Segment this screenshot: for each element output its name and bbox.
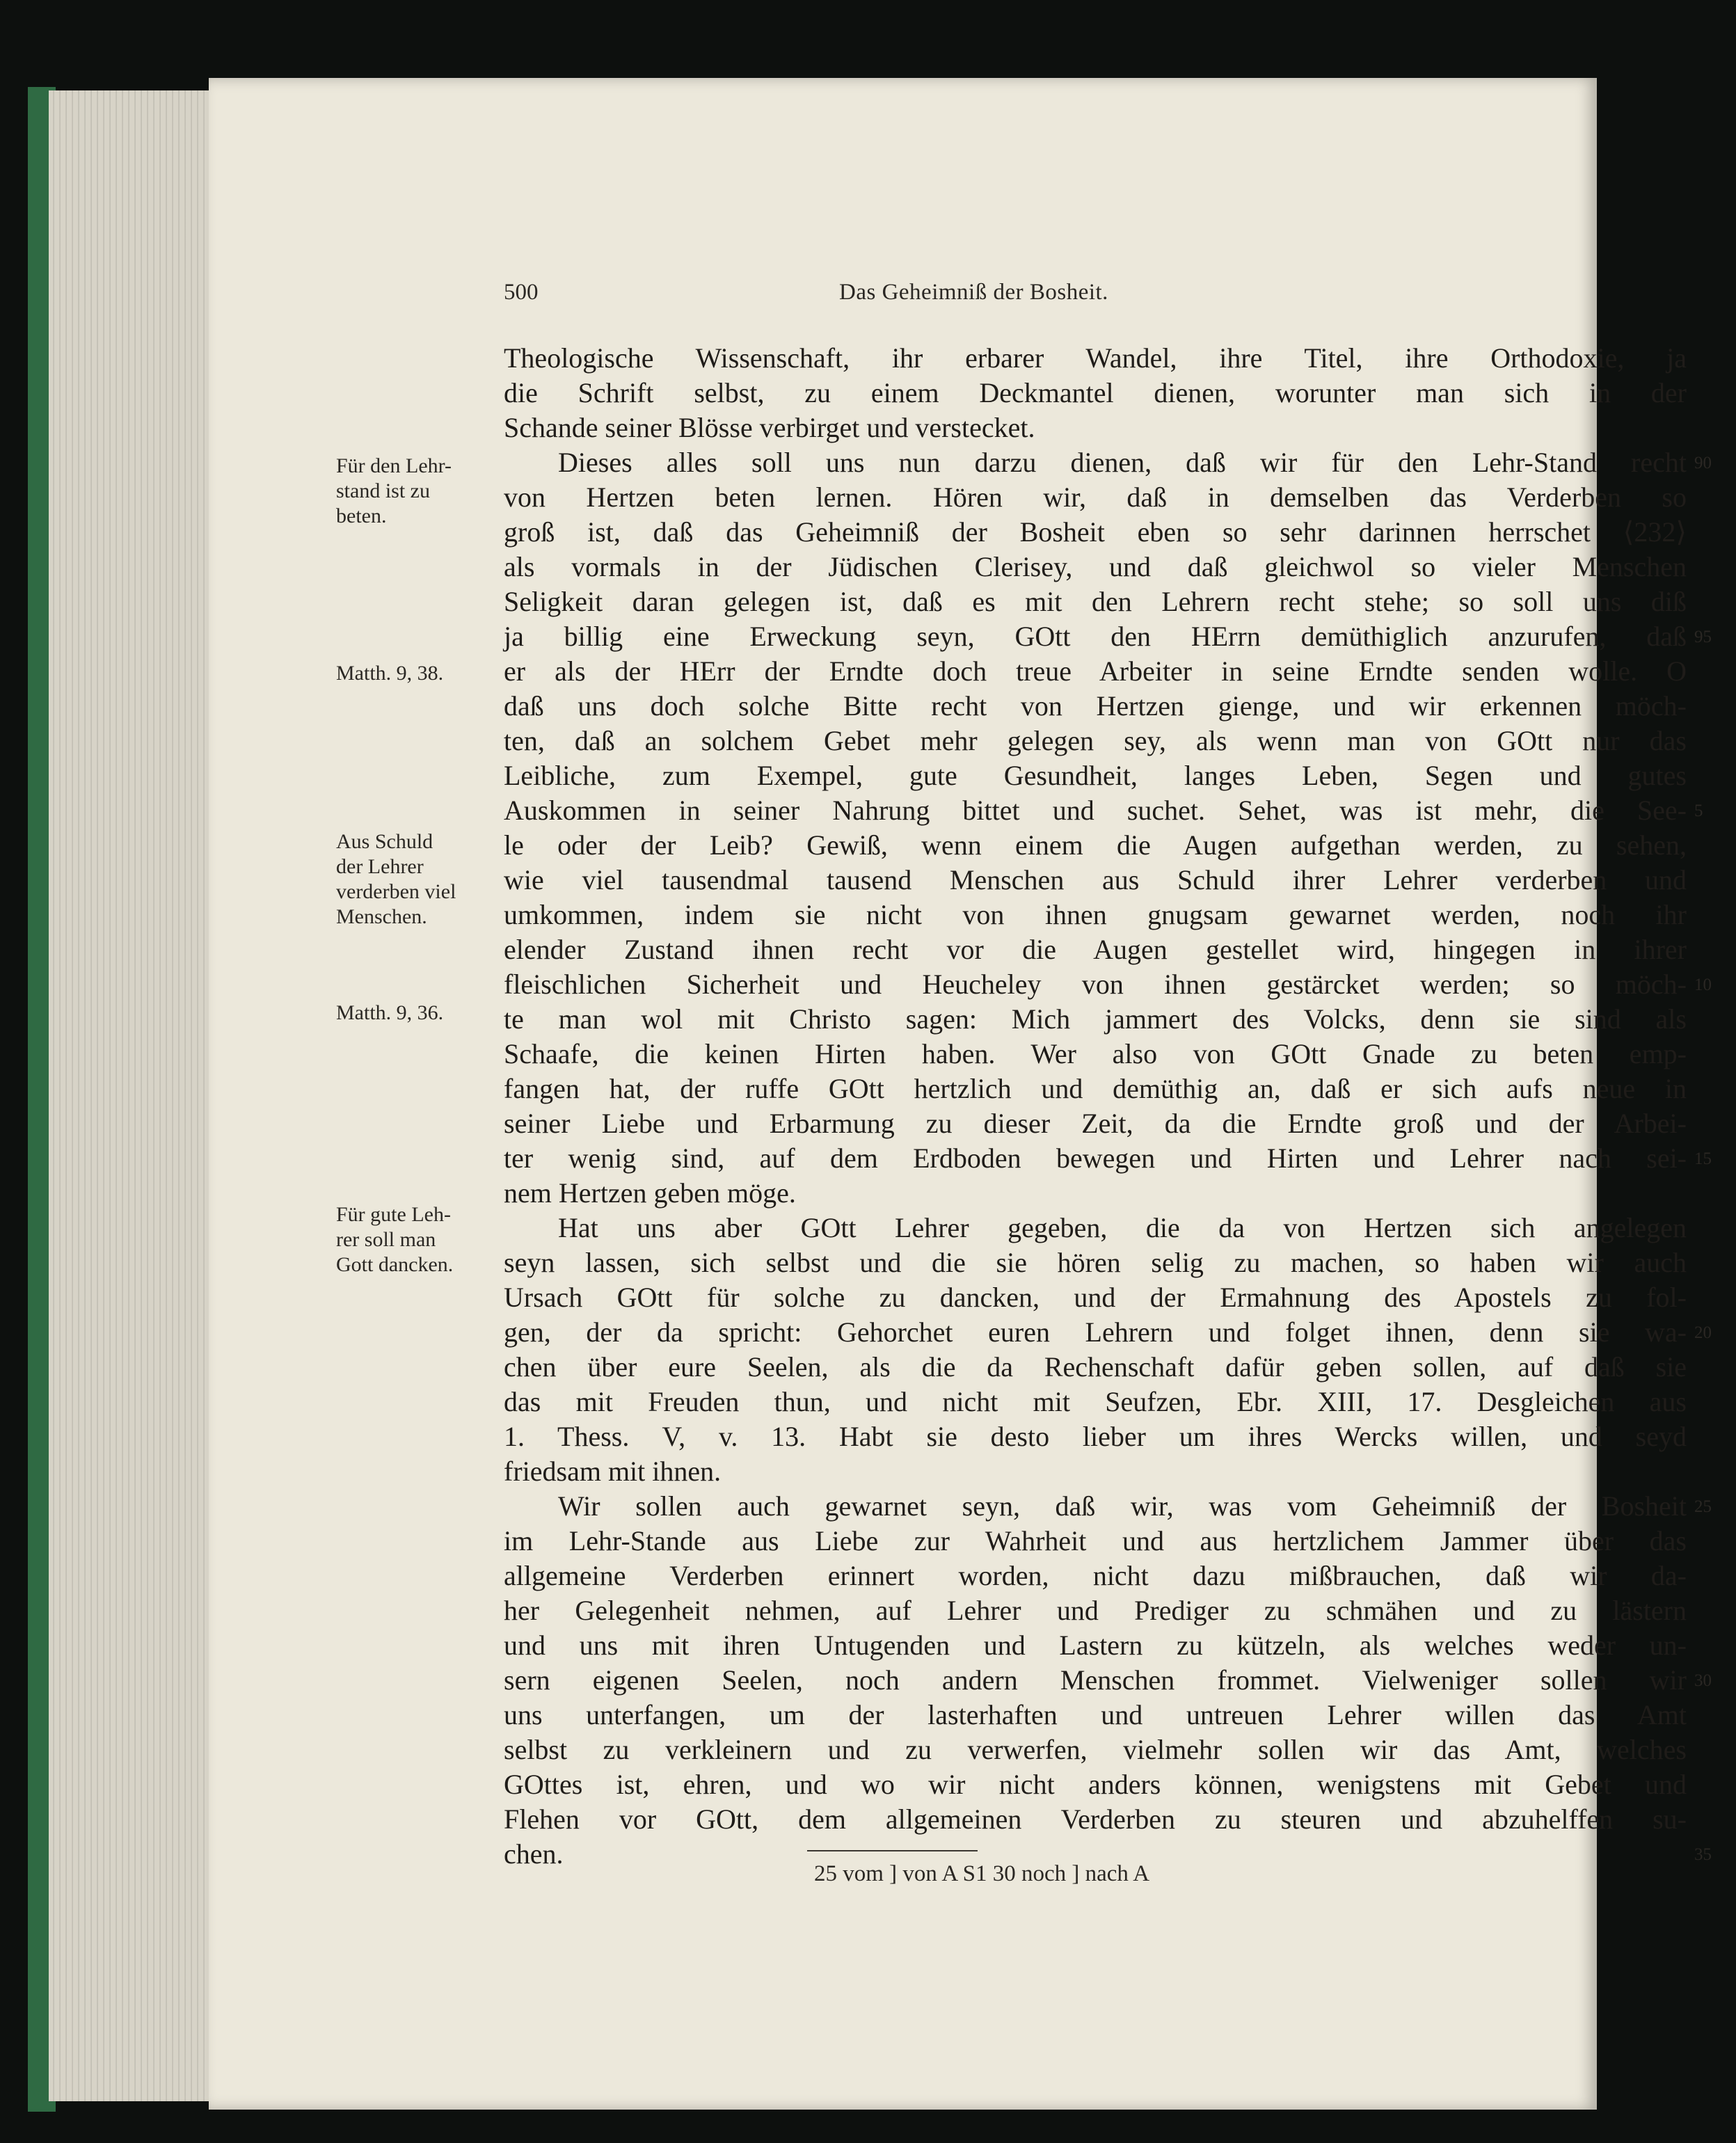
text-line: te man wol mit Christo sagen: Mich jammert des Volcks, denn sie sind als (504, 1003, 1687, 1035)
line-number: 10 (1694, 975, 1712, 994)
page-number: 500 (504, 280, 539, 305)
margin-note (336, 1202, 453, 1277)
book-page (209, 78, 1712, 2110)
text-line: und uns mit ihren Untugenden und Lastern zu kützeln, als welches weder un- (504, 1630, 1687, 1661)
text-line: chen über eure Seelen, als die da Rechenschaft dafür geben sollen, auf daß sie (504, 1351, 1687, 1383)
line-number: 95 (1694, 628, 1712, 646)
margin-note-line: Menschen. (336, 905, 427, 928)
text-line: her Gelegenheit nehmen, auf Lehrer und Prediger zu schmähen und zu lästern (504, 1595, 1687, 1626)
margin-note (336, 454, 452, 529)
text-line: als vormals in der Jüdischen Clerisey, und daß gleichwol so vieler Menschen (504, 551, 1687, 582)
text-line: Ursach GOtt für solche zu dancken, und der Ermahnung des Apostels zu fol- (504, 1282, 1687, 1313)
margin-note-line: rer soll man (336, 1228, 436, 1251)
text-line: die Schrift selbst, zu einem Deckmantel dienen, worunter man sich in der (504, 377, 1687, 408)
text-line: das mit Freuden thun, und nicht mit Seufzen, Ebr. XIII, 17. Desgleichen aus (504, 1386, 1687, 1417)
margin-note-line: beten. (336, 504, 387, 527)
text-line: allgemeine Verderben erinnert worden, nicht dazu mißbrauchen, daß wir da- (504, 1560, 1687, 1591)
text-line: Theologische Wissenschaft, ihr erbarer Wandel, ihre Titel, ihre Orthodoxie, ja (504, 342, 1687, 374)
text-line: chen. (504, 1838, 564, 1870)
margin-note-line: der Lehrer (336, 855, 424, 878)
line-number: 25 (1694, 1497, 1712, 1516)
margin-note-line: Für den Lehr- (336, 454, 452, 477)
text-line: Leibliche, zum Exempel, gute Gesundheit, langes Leben, Segen und gutes (504, 760, 1687, 791)
text-line: Wir sollen auch gewarnet seyn, daß wir, was vom Geheimniß der Bosheit (558, 1490, 1687, 1522)
text-line: er als der HErr der Erndte doch treue Arbeiter in seine Erndte senden wolle. O (504, 655, 1687, 687)
text-line: Auskommen in seiner Nahrung bittet und suchet. Sehet, was ist mehr, die See- (504, 795, 1687, 826)
margin-note (336, 829, 456, 930)
text-line: elender Zustand ihnen recht vor die Augen gestellet wird, hingegen in ihrer (504, 934, 1687, 965)
critical-apparatus: 25 vom ] von A S1 30 noch ] nach A (814, 1861, 1150, 1886)
running-title: Das Geheimniß der Bosheit. (839, 280, 1108, 305)
text-line: Dieses alles soll uns nun darzu dienen, daß wir für den Lehr-Stand recht (558, 447, 1687, 478)
text-line: seyn lassen, sich selbst und die sie hören selig zu machen, so haben wir auch (504, 1247, 1687, 1278)
text-line: ter wenig sind, auf dem Erdboden bewegen und Hirten und Lehrer nach sei- (504, 1142, 1687, 1174)
text-line: Flehen vor GOtt, dem allgemeinen Verderben zu steuren und abzuhelffen su- (504, 1803, 1687, 1835)
margin-note-line: Matth. 9, 36. (336, 1001, 444, 1024)
text-line: le oder der Leib? Gewiß, wenn einem die Augen aufgethan werden, zu sehen, (504, 829, 1687, 861)
text-line: im Lehr-Stande aus Liebe zur Wahrheit und aus hertzlichem Jammer über das (504, 1525, 1687, 1556)
margin-note-line: Für gute Leh- (336, 1203, 451, 1226)
margin-note (336, 1001, 443, 1026)
apparatus-rule (807, 1850, 978, 1851)
text-line: friedsam mit ihnen. (504, 1456, 722, 1487)
text-line: ten, daß an solchem Gebet mehr gelegen sey, als wenn man von GOtt nur das (504, 725, 1687, 756)
margin-note-line: Matth. 9, 38. (336, 662, 444, 685)
line-number: 15 (1694, 1149, 1712, 1168)
margin-note-line: Aus Schuld (336, 830, 433, 853)
text-line: von Hertzen beten lernen. Hören wir, daß in demselben das Verderben so (504, 481, 1687, 513)
text-line: Hat uns aber GOtt Lehrer gegeben, die da von Hertzen sich angelegen (558, 1212, 1687, 1243)
text-line: Schande seiner Blösse verbirget und verstecket. (504, 412, 1035, 443)
text-line: 1. Thess. V, v. 13. Habt sie desto lieber um ihres Wercks willen, und seyd (504, 1421, 1687, 1452)
text-line: umkommen, indem sie nicht von ihnen gnugsam gewarnet werden, noch ihr (504, 899, 1687, 930)
text-line: GOttes ist, ehren, und wo wir nicht anders können, wenigstens mit Gebet und (504, 1769, 1687, 1800)
line-number: 20 (1694, 1323, 1712, 1342)
text-line: groß ist, daß das Geheimniß der Bosheit eben so sehr darinnen herrschet ⟨232⟩ (504, 516, 1687, 548)
text-line: gen, der da spricht: Gehorchet euren Lehrern und folget ihnen, denn sie wa- (504, 1316, 1687, 1348)
text-line: Seligkeit daran gelegen ist, daß es mit den Lehrern recht stehe; so soll uns diß (504, 586, 1687, 617)
text-line: uns unterfangen, um der lasterhaften und untreuen Lehrer willen das Amt (504, 1699, 1687, 1730)
line-number: 30 (1694, 1671, 1712, 1690)
text-line: daß uns doch solche Bitte recht von Hertzen gienge, und wir erkennen möch- (504, 690, 1687, 722)
text-line: sern eigenen Seelen, noch andern Menschen frommet. Vielweniger sollen wir (504, 1664, 1687, 1696)
line-number: 35 (1694, 1845, 1712, 1864)
margin-note (336, 661, 443, 686)
text-line: ja billig eine Erweckung seyn, GOtt den HErrn demüthiglich anzurufen, daß (504, 621, 1687, 652)
margin-note-line: Gott dancken. (336, 1253, 454, 1276)
text-line: wie viel tausendmal tausend Menschen aus Schuld ihrer Lehrer verderben und (504, 864, 1687, 895)
line-number: 90 (1694, 454, 1712, 472)
text-line: seiner Liebe und Erbarmung zu dieser Zeit, da die Erndte groß und der Arbei- (504, 1108, 1687, 1139)
text-line: Schaafe, die keinen Hirten haben. Wer also von GOtt Gnade zu beten emp- (504, 1038, 1687, 1069)
line-number: 5 (1694, 802, 1703, 820)
text-line: selbst zu verkleinern und zu verwerfen, vielmehr sollen wir das Amt, welches (504, 1734, 1687, 1765)
margin-note-line: verderben viel (336, 880, 456, 903)
text-line: fleischlichen Sicherheit und Heucheley von ihnen gestärcket werden; so möch- (504, 969, 1687, 1000)
text-line: fangen hat, der ruffe GOtt hertzlich und demüthig an, daß er sich aufs neue in (504, 1073, 1687, 1104)
page-edges (49, 90, 223, 2101)
margin-note-line: stand ist zu (336, 479, 430, 502)
text-line: nem Hertzen geben möge. (504, 1177, 796, 1209)
